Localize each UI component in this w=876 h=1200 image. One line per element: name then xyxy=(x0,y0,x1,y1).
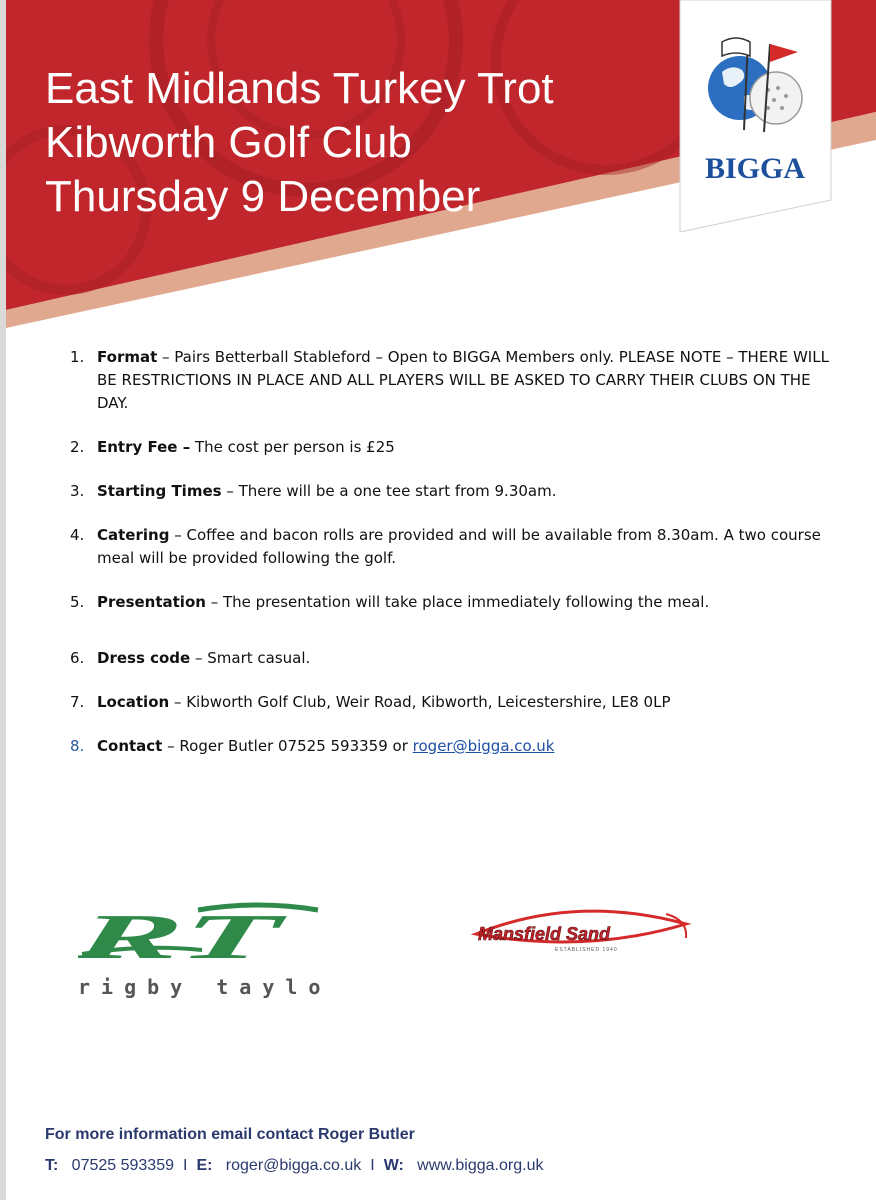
item-text: The cost per person is £25 xyxy=(190,438,395,456)
event-title xyxy=(45,62,554,224)
list-item-location xyxy=(70,691,830,714)
item-text: – Kibworth Golf Club, Weir Road, Kibworth, Leicestershire, LE8 0LP xyxy=(169,693,671,711)
item-label: Entry Fee – xyxy=(97,438,191,456)
item-text: – Roger Butler 07525 593359 or xyxy=(162,737,413,755)
item-label: Contact xyxy=(97,737,163,755)
list-item-format xyxy=(70,346,830,415)
footer-email-label: E: xyxy=(196,1157,213,1174)
contact-email-link[interactable]: roger@bigga.co.uk xyxy=(412,737,555,755)
item-number: 8. xyxy=(70,737,85,755)
bigga-logo-text: BIGGA xyxy=(704,152,806,185)
list-item-starting-times xyxy=(70,480,830,503)
event-details-list xyxy=(70,346,830,758)
item-label: Location xyxy=(97,693,170,711)
item-label: Catering xyxy=(97,526,170,544)
item-number: 1. xyxy=(70,348,85,366)
item-text: – There will be a one tee start from 9.30am. xyxy=(221,482,557,500)
footer-separator: I xyxy=(370,1157,375,1174)
footer-details-line xyxy=(45,1155,543,1177)
item-number: 4. xyxy=(70,526,85,544)
bigga-logo xyxy=(678,0,833,232)
rigby-taylor-mark: RT xyxy=(78,900,167,972)
item-label: Presentation xyxy=(97,593,206,611)
list-item-entry-fee xyxy=(70,436,830,459)
item-label: Format xyxy=(97,348,158,366)
footer-web[interactable]: www.bigga.org.uk xyxy=(417,1157,544,1174)
item-number: 2. xyxy=(70,438,85,456)
footer-contact-name: Roger Butler xyxy=(317,1126,415,1143)
list-item-catering xyxy=(70,524,830,570)
footer-phone-label: T: xyxy=(45,1157,59,1174)
list-item-presentation xyxy=(70,591,830,614)
mansfield-sand-name: Mansfield Sand xyxy=(478,924,611,944)
footer-email[interactable]: roger@bigga.co.uk xyxy=(225,1157,362,1174)
item-label: Starting Times xyxy=(97,482,222,500)
rigby-taylor-name: rigby taylor xyxy=(78,975,328,999)
list-item-dress-code xyxy=(70,647,830,670)
item-text: – Smart casual. xyxy=(190,649,311,667)
mansfield-sand-tagline: ESTABLISHED 1940 xyxy=(555,947,618,953)
item-text: – Coffee and bacon rolls are provided and will be available from 8.30am. A two course meal will be provided following the golf. xyxy=(97,526,821,567)
item-number: 6. xyxy=(70,649,85,667)
item-text: – Pairs Betterball Stableford – Open to BIGGA Members only. PLEASE NOTE – THERE WILL BE RESTRICTIONS IN PLACE AND ALL PLAYERS WILL BE ASKED TO CARRY THEIR CLUBS ON THE DAY. xyxy=(97,348,829,412)
footer-web-label: W: xyxy=(383,1157,404,1174)
footer-separator: I xyxy=(183,1157,188,1174)
list-item-contact xyxy=(70,735,830,758)
item-label: Dress code xyxy=(97,649,191,667)
footer-contact xyxy=(45,1124,543,1177)
footer-info-line xyxy=(45,1124,543,1146)
item-number: 7. xyxy=(70,693,85,711)
rigby-taylor-logo xyxy=(78,896,328,1006)
title-line-date: Thursday 9 December xyxy=(45,172,481,221)
footer-lead: For more information email contact xyxy=(45,1126,314,1143)
title-line-event: East Midlands Turkey Trot xyxy=(45,64,554,113)
mansfield-sand-logo xyxy=(470,908,700,958)
title-line-venue: Kibworth Golf Club xyxy=(45,118,412,167)
item-number: 5. xyxy=(70,593,85,611)
item-text: – The presentation will take place immediately following the meal. xyxy=(205,593,710,611)
footer-phone[interactable]: 07525 593359 xyxy=(71,1157,174,1174)
item-number: 3. xyxy=(70,482,85,500)
